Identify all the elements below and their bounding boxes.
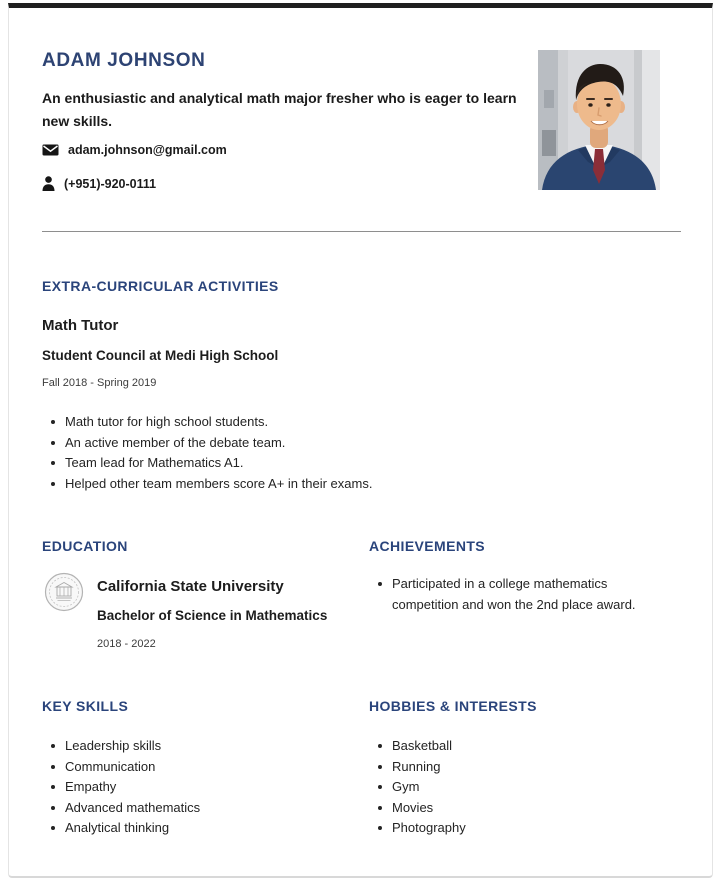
education-period: 2018 - 2022: [97, 638, 156, 650]
contact-email-row: [42, 143, 227, 157]
section-title-hobbies: HOBBIES & INTERESTS: [369, 698, 537, 714]
header-divider: [42, 231, 681, 232]
section-title-key-skills: KEY SKILLS: [42, 698, 129, 714]
activity-role: Math Tutor: [42, 317, 119, 334]
list-item: Analytical thinking: [42, 818, 342, 839]
email-icon: [42, 144, 59, 156]
key-skills-list: [42, 736, 342, 839]
page-title: ADAM JOHNSON: [42, 50, 206, 71]
education-degree: Bachelor of Science in Mathematics: [97, 608, 328, 623]
contact-phone-row: [42, 176, 156, 191]
section-title-achievements: ACHIEVEMENTS: [369, 538, 486, 554]
resume-page: [8, 3, 713, 878]
list-item: Math tutor for high school students.: [42, 412, 472, 433]
profile-summary: An enthusiastic and analytical math major fresher who is eager to learn new skills.: [42, 90, 517, 129]
education-school: California State University: [97, 578, 284, 595]
profile-photo: [538, 50, 660, 190]
extra-curricular-list: [42, 412, 472, 494]
hobbies-list: [369, 736, 669, 839]
university-seal-icon: [44, 572, 84, 612]
list-item: Empathy: [42, 777, 342, 798]
list-item: Leadership skills: [42, 736, 342, 757]
list-item: Communication: [42, 757, 342, 778]
activity-period: Fall 2018 - Spring 2019: [42, 377, 157, 389]
list-item: Team lead for Mathematics A1.: [42, 453, 472, 474]
list-item: Advanced mathematics: [42, 798, 342, 819]
list-item: Basketball: [369, 736, 669, 757]
person-icon: [42, 176, 55, 191]
achievements-list: [369, 574, 669, 615]
list-item: Helped other team members score A+ in their exams.: [42, 474, 472, 495]
list-item: Participated in a college mathematics competition and won the 2nd place award.: [369, 574, 669, 615]
list-item: An active member of the debate team.: [42, 433, 472, 454]
section-title-extra-curricular: EXTRA-CURRICULAR ACTIVITIES: [42, 278, 279, 294]
email-text: adam.johnson@gmail.com: [68, 143, 227, 157]
section-title-education: EDUCATION: [42, 538, 128, 554]
list-item: Running: [369, 757, 669, 778]
activity-organization: Student Council at Medi High School: [42, 348, 279, 363]
list-item: Gym: [369, 777, 669, 798]
phone-text: (+951)-920-0111: [64, 176, 157, 191]
list-item: Photography: [369, 818, 669, 839]
list-item: Movies: [369, 798, 669, 819]
